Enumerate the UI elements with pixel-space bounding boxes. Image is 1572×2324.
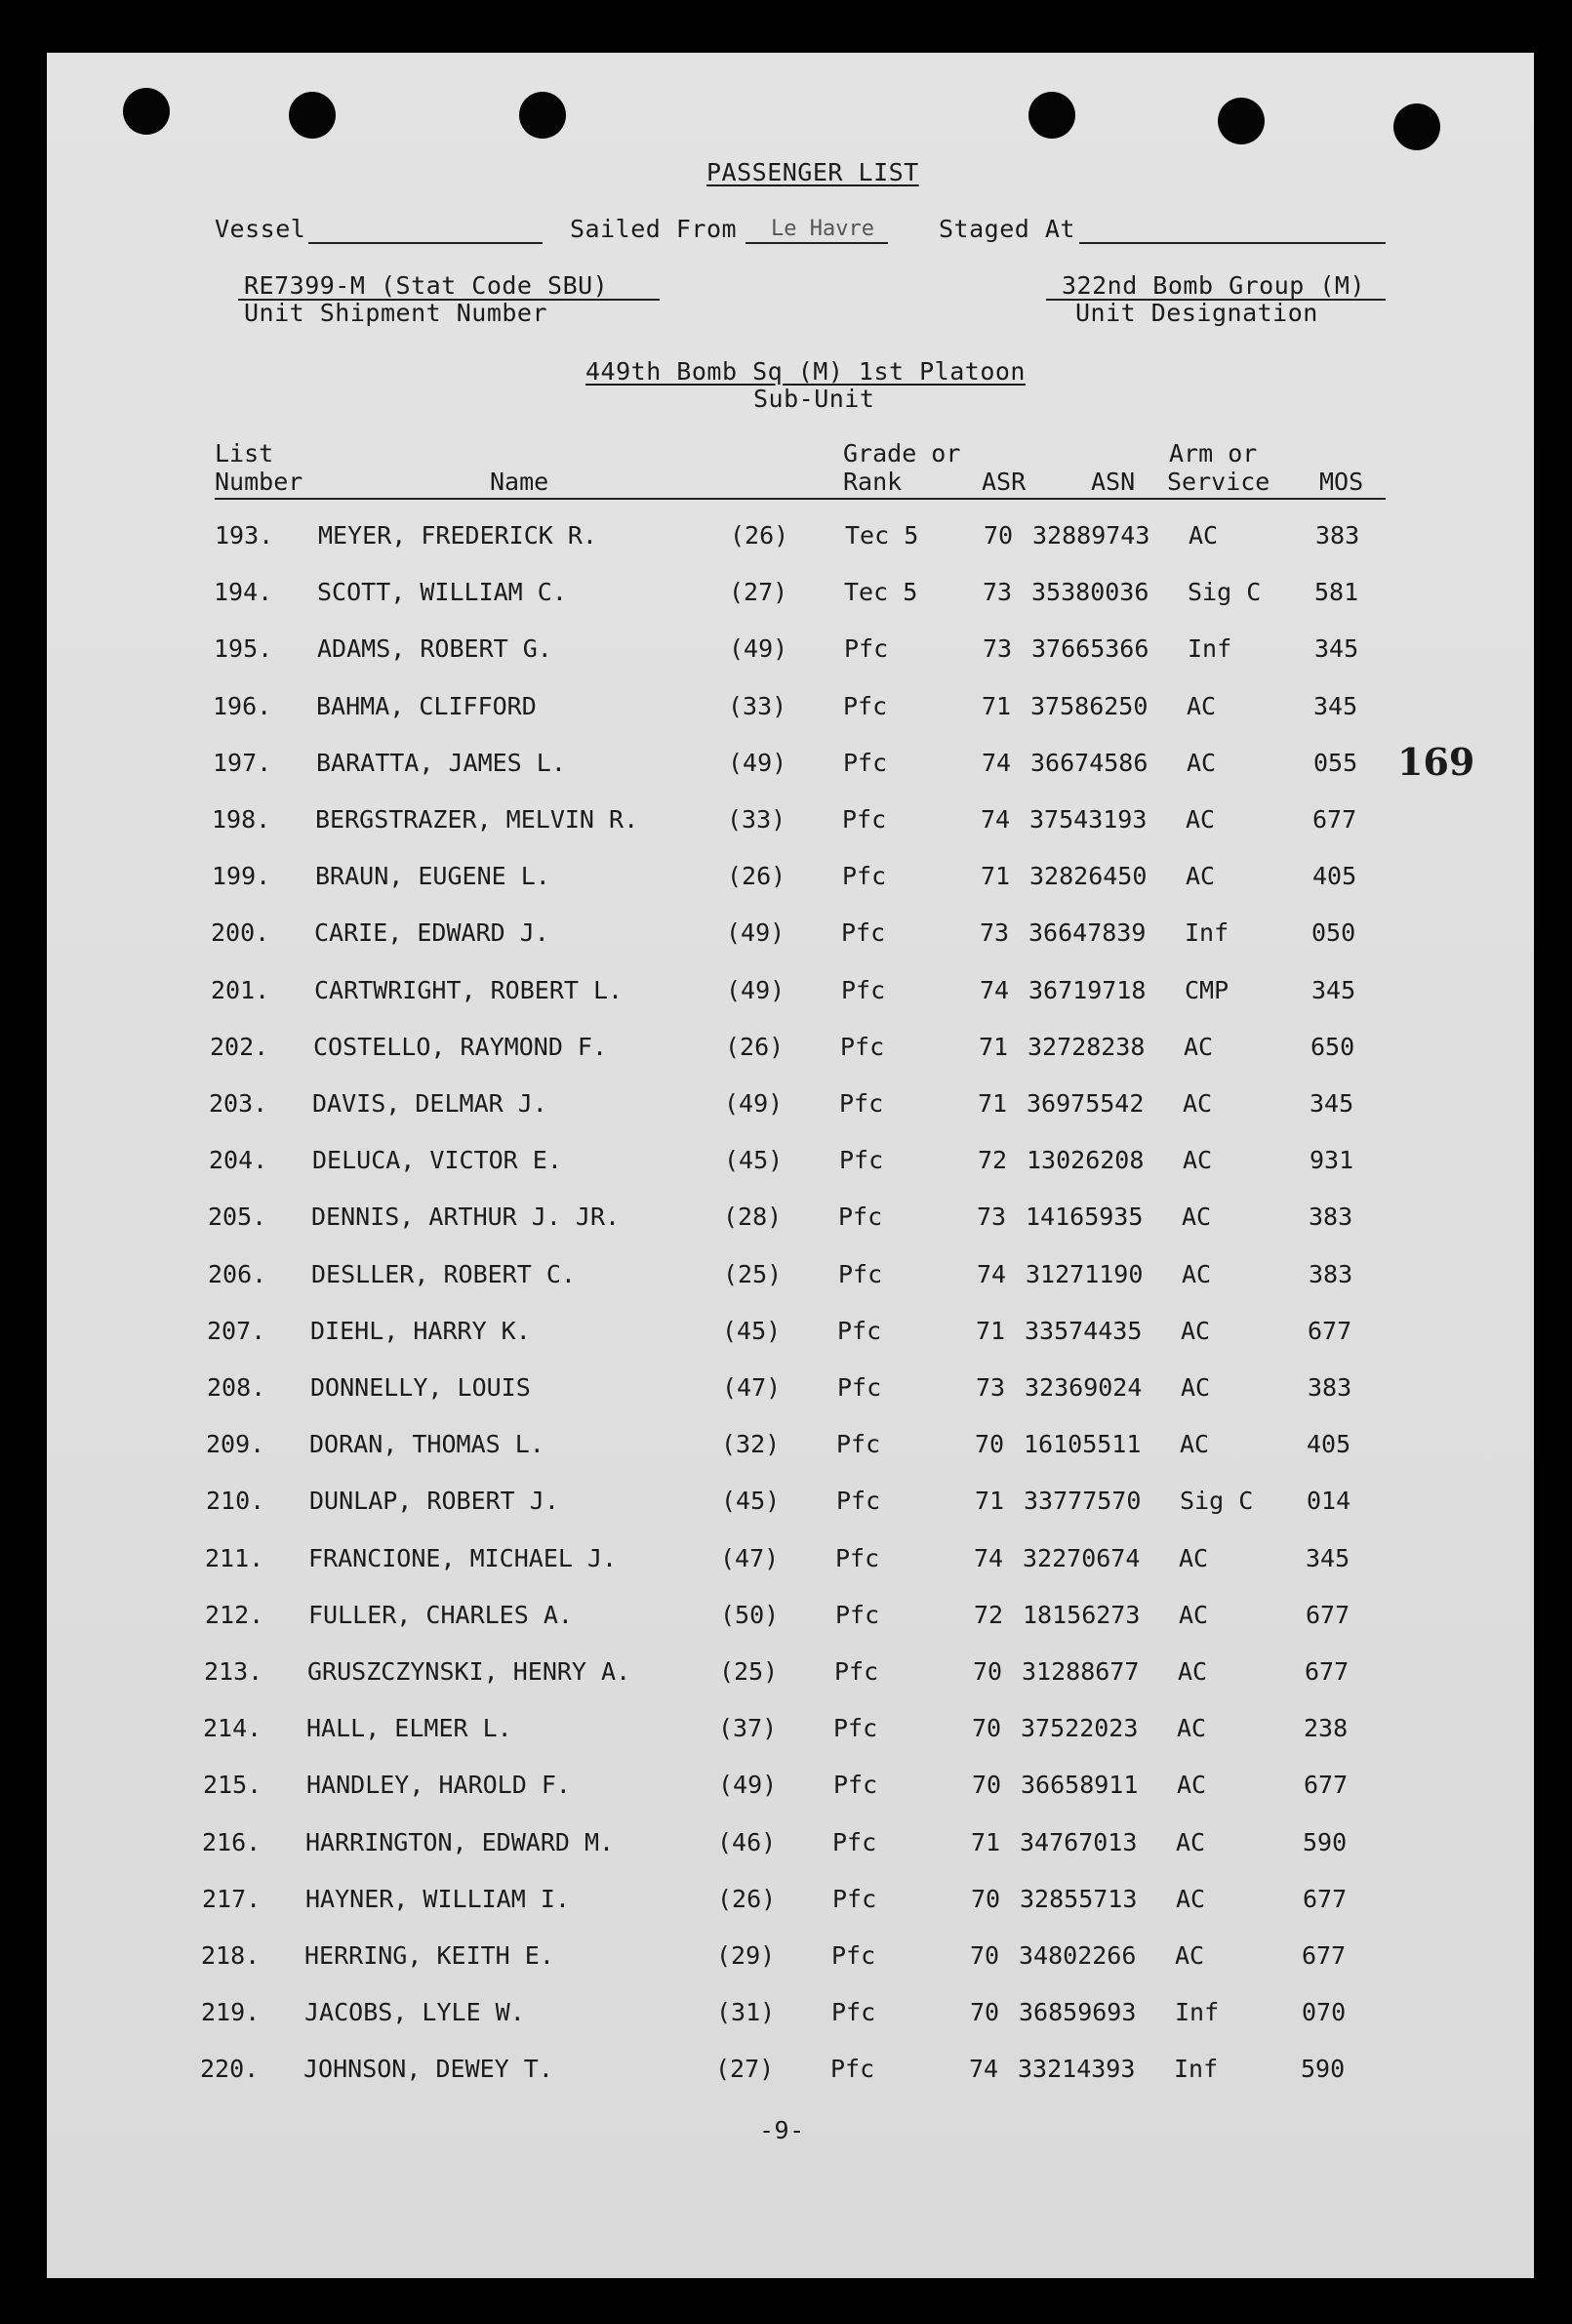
row-age: (31) [716,1998,776,2026]
row-mos: 677 [1312,805,1357,834]
row-name: DESLLER, ROBERT C. [311,1260,576,1288]
row-name: BRAUN, EUGENE L. [315,862,550,890]
row-asr: 74 [977,1260,1007,1288]
row-mos: 590 [1301,2055,1346,2083]
row-age: (26) [727,862,786,890]
row-arm-service: AC [1187,749,1217,777]
table-row [47,521,1534,554]
row-arm-service: AC [1176,1828,1206,1856]
column-header-mos: MOS [1319,468,1364,496]
row-age: (25) [723,1260,783,1288]
row-grade: Pfc [838,1260,883,1288]
row-name: COSTELLO, RAYMOND F. [313,1033,608,1061]
page-number: -9- [759,2116,805,2144]
row-grade: Pfc [832,1828,877,1856]
row-asr: 71 [979,1033,1009,1061]
row-arm-service: AC [1179,1544,1209,1572]
row-name: SCOTT, WILLIAM C. [317,578,567,606]
row-list-number: 197. [213,749,272,777]
row-mos: 677 [1308,1317,1352,1345]
row-asr: 74 [974,1544,1004,1572]
row-mos: 581 [1314,578,1359,606]
row-asn: 34802266 [1019,1941,1137,1970]
row-asn: 33214393 [1018,2055,1136,2083]
sailed-from-value: Le Havre [771,217,874,241]
row-list-number: 205. [208,1203,267,1231]
row-name: FULLER, CHARLES A. [308,1601,573,1629]
page-title: PASSENGER LIST [706,158,919,186]
row-asn: 31271190 [1026,1260,1144,1288]
header-text: Arm or [1169,439,1258,468]
row-mos: 677 [1302,1941,1347,1970]
table-row [47,1430,1534,1463]
row-asn: 34767013 [1020,1828,1138,1856]
row-arm-service: Inf [1188,634,1232,663]
row-asr: 70 [972,1771,1002,1799]
row-asn: 32728238 [1028,1033,1146,1061]
row-mos: 677 [1303,1885,1348,1913]
row-asr: 70 [971,1885,1001,1913]
row-mos: 345 [1310,1089,1354,1118]
row-name: DELUCA, VICTOR E. [312,1146,562,1174]
row-mos: 931 [1310,1146,1354,1174]
row-name: BARATTA, JAMES L. [316,749,566,777]
row-mos: 677 [1304,1771,1349,1799]
row-grade: Tec 5 [845,521,919,550]
row-name: DENNIS, ARTHUR J. JR. [311,1203,621,1231]
row-asn: 36674586 [1030,749,1149,777]
row-mos: 677 [1305,1657,1350,1686]
row-arm-service: AC [1183,1089,1213,1118]
table-row [47,634,1534,668]
row-list-number: 195. [214,634,273,663]
row-list-number: 208. [207,1373,266,1402]
row-asr: 73 [977,1203,1007,1231]
row-asr: 73 [980,918,1010,947]
row-asn: 32855713 [1020,1885,1138,1913]
row-age: (26) [717,1885,777,1913]
row-asr: 71 [978,1089,1008,1118]
row-grade: Pfc [836,1487,881,1515]
row-name: HAYNER, WILLIAM I. [305,1885,570,1913]
row-grade: Pfc [835,1544,880,1572]
table-row [47,1657,1534,1691]
row-name: BAHMA, CLIFFORD [316,692,537,720]
table-row [47,1714,1534,1747]
row-arm-service: AC [1181,1317,1211,1345]
row-arm-service: Inf [1174,2055,1219,2083]
row-asn: 37543193 [1029,805,1148,834]
row-asn: 37586250 [1030,692,1149,720]
row-asn: 33777570 [1024,1487,1142,1515]
row-list-number: 220. [200,2055,260,2083]
row-asr: 70 [975,1430,1005,1458]
column-header-name: Name [490,468,549,496]
header-text: Number [215,468,303,496]
row-arm-service: AC [1176,1885,1206,1913]
sub-unit-label: Sub-Unit [753,385,875,413]
table-row [47,1033,1534,1066]
document-page [47,53,1534,2278]
row-age: (32) [721,1430,781,1458]
row-list-number: 207. [207,1317,266,1345]
row-mos: 345 [1314,634,1359,663]
row-arm-service: Inf [1175,1998,1220,2026]
row-list-number: 214. [203,1714,262,1742]
row-arm-service: Sig C [1188,578,1262,606]
row-asr: 73 [983,578,1013,606]
row-name: FRANCIONE, MICHAEL J. [308,1544,618,1572]
row-grade: Pfc [831,1998,876,2026]
table-row [47,1941,1534,1975]
row-name: HERRING, KEITH E. [304,1941,554,1970]
table-row [47,1089,1534,1122]
row-arm-service: AC [1187,692,1217,720]
row-asn: 37665366 [1031,634,1149,663]
row-name: DONNELLY, LOUIS [310,1373,531,1402]
staged-at-label: Staged At [939,215,1075,243]
row-asr: 71 [971,1828,1001,1856]
row-mos: 383 [1315,521,1360,550]
table-row [47,1601,1534,1634]
table-row [47,1544,1534,1577]
row-asr: 70 [970,1998,1000,2026]
row-asn: 32369024 [1025,1373,1143,1402]
row-arm-service: CMP [1185,976,1229,1004]
row-asn: 36658911 [1021,1771,1139,1799]
row-mos: 055 [1313,749,1358,777]
row-list-number: 202. [210,1033,269,1061]
row-mos: 405 [1312,862,1357,890]
row-age: (46) [717,1828,777,1856]
row-grade: Pfc [836,1430,881,1458]
row-age: (26) [725,1033,785,1061]
row-age: (50) [720,1601,780,1629]
row-age: (33) [727,805,786,834]
vessel-label: Vessel [215,215,306,243]
row-mos: 070 [1302,1998,1347,2026]
punch-hole [1393,103,1440,150]
row-asn: 32270674 [1023,1544,1141,1572]
column-header-asr: ASR [982,468,1027,496]
row-age: (49) [728,749,787,777]
row-list-number: 194. [214,578,273,606]
table-row [47,1487,1534,1520]
row-mos: 677 [1306,1601,1350,1629]
row-name: HANDLEY, HAROLD F. [306,1771,571,1799]
table-row [47,1203,1534,1236]
row-name: ADAMS, ROBERT G. [317,634,552,663]
row-mos: 345 [1306,1544,1350,1572]
row-asn: 36859693 [1019,1998,1137,2026]
row-mos: 383 [1309,1203,1353,1231]
table-row [47,1146,1534,1179]
row-asn: 31288677 [1022,1657,1140,1686]
row-grade: Pfc [841,976,886,1004]
row-age: (45) [721,1487,781,1515]
row-asr: 71 [981,862,1011,890]
row-asr: 74 [982,749,1012,777]
row-asn: 33574435 [1025,1317,1143,1345]
row-mos: 014 [1307,1487,1351,1515]
vessel-field-line [308,242,543,244]
row-name: JACOBS, LYLE W. [304,1998,525,2026]
row-asr: 70 [972,1714,1002,1742]
row-age: (26) [730,521,789,550]
row-mos: 050 [1311,918,1356,947]
row-list-number: 213. [204,1657,263,1686]
row-mos: 383 [1308,1373,1352,1402]
header-rule [215,498,1386,500]
column-header-asn: ASN [1091,468,1136,496]
row-list-number: 217. [202,1885,262,1913]
row-grade: Pfc [833,1771,878,1799]
row-age: (25) [719,1657,779,1686]
row-mos: 345 [1311,976,1356,1004]
column-header-list-number [215,439,302,496]
row-age: (29) [716,1941,776,1970]
row-list-number: 193. [215,521,274,550]
row-name: MEYER, FREDERICK R. [318,521,597,550]
table-row [47,2055,1534,2088]
unit-designation: 322nd Bomb Group (M) [1062,271,1366,300]
row-list-number: 196. [213,692,272,720]
row-asr: 73 [976,1373,1006,1402]
row-arm-service: Sig C [1180,1487,1254,1515]
row-grade: Pfc [842,805,887,834]
row-list-number: 201. [211,976,270,1004]
row-asr: 70 [970,1941,1000,1970]
row-grade: Pfc [837,1317,882,1345]
row-mos: 345 [1313,692,1358,720]
row-list-number: 211. [205,1544,264,1572]
row-age: (49) [718,1771,778,1799]
punch-hole [123,88,170,135]
row-name: CARTWRIGHT, ROBERT L. [314,976,624,1004]
table-row [47,918,1534,952]
row-grade: Pfc [837,1373,882,1402]
row-asr: 72 [974,1601,1004,1629]
row-age: (47) [720,1544,780,1572]
table-row [47,1373,1534,1407]
row-grade: Pfc [839,1089,884,1118]
row-arm-service: AC [1179,1601,1209,1629]
row-grade: Pfc [838,1203,883,1231]
row-arm-service: AC [1184,1033,1214,1061]
row-name: DAVIS, DELMAR J. [312,1089,547,1118]
row-grade: Tec 5 [844,578,918,606]
row-list-number: 199. [212,862,271,890]
row-asn: 37522023 [1021,1714,1139,1742]
row-name: BERGSTRAZER, MELVIN R. [315,805,639,834]
row-age: (47) [722,1373,782,1402]
row-asn: 35380036 [1031,578,1149,606]
row-grade: Pfc [835,1601,880,1629]
row-age: (27) [729,578,788,606]
header-text: Rank [843,468,903,496]
row-name: DUNLAP, ROBERT J. [309,1487,559,1515]
staged-at-field-line [1079,242,1386,244]
table-row [47,578,1534,611]
row-arm-service: AC [1186,862,1216,890]
row-grade: Pfc [832,1885,877,1913]
row-grade: Pfc [840,1033,885,1061]
row-age: (45) [722,1317,782,1345]
row-asr: 71 [982,692,1012,720]
row-arm-service: AC [1180,1430,1210,1458]
table-row [47,1885,1534,1918]
stamped-number: 169 [1397,740,1475,784]
row-age: (49) [726,918,786,947]
row-name: DORAN, THOMAS L. [309,1430,544,1458]
row-mos: 405 [1307,1430,1351,1458]
row-grade: Pfc [834,1657,879,1686]
row-grade: Pfc [830,2055,875,2083]
row-list-number: 200. [211,918,270,947]
row-list-number: 212. [205,1601,264,1629]
row-asn: 14165935 [1026,1203,1144,1231]
row-age: (45) [724,1146,784,1174]
row-age: (49) [729,634,788,663]
table-row [47,749,1534,782]
row-asr: 71 [975,1487,1005,1515]
row-asr: 70 [984,521,1014,550]
row-grade: Pfc [842,862,887,890]
sailed-from-field-line [746,242,888,244]
row-list-number: 215. [203,1771,262,1799]
row-grade: Pfc [839,1146,884,1174]
row-asr: 70 [973,1657,1003,1686]
row-arm-service: AC [1182,1260,1212,1288]
row-grade: Pfc [843,749,888,777]
row-mos: 238 [1304,1714,1349,1742]
table-row [47,976,1534,1009]
row-age: (27) [715,2055,775,2083]
row-list-number: 219. [201,1998,261,2026]
unit-shipment-number: RE7399-M (Stat Code SBU) [244,271,609,300]
row-arm-service: AC [1189,521,1219,550]
row-name: CARIE, EDWARD J. [314,918,549,947]
table-row [47,1771,1534,1804]
table-row [47,692,1534,725]
table-row [47,1998,1534,2031]
row-arm-service: Inf [1185,918,1229,947]
row-grade: Pfc [831,1941,876,1970]
row-arm-service: AC [1178,1657,1208,1686]
row-age: (49) [724,1089,784,1118]
row-mos: 383 [1309,1260,1353,1288]
row-asr: 71 [976,1317,1006,1345]
header-text: List [215,439,274,468]
punch-hole [1218,98,1265,144]
column-header-arm-service [1167,439,1270,496]
row-list-number: 206. [208,1260,267,1288]
row-asr: 72 [978,1146,1008,1174]
unit-designation-label: Unit Designation [1075,299,1318,327]
row-list-number: 210. [206,1487,265,1515]
row-age: (33) [728,692,787,720]
row-arm-service: AC [1182,1203,1212,1231]
header-text: Service [1167,468,1270,496]
sailed-from-label: Sailed From [570,215,738,243]
row-list-number: 203. [209,1089,268,1118]
row-list-number: 218. [201,1941,261,1970]
row-asn: 13026208 [1027,1146,1145,1174]
header-text: Grade or [843,439,961,468]
row-age: (37) [718,1714,778,1742]
row-mos: 590 [1303,1828,1348,1856]
row-arm-service: AC [1186,805,1216,834]
row-name: DIEHL, HARRY K. [310,1317,531,1345]
row-name: JOHNSON, DEWEY T. [303,2055,553,2083]
row-asn: 36719718 [1028,976,1147,1004]
row-grade: Pfc [844,634,889,663]
row-asr: 73 [983,634,1013,663]
table-row [47,1260,1534,1293]
row-age: (28) [723,1203,783,1231]
punch-hole [519,92,566,139]
column-header-grade [843,439,960,496]
row-arm-service: AC [1181,1373,1211,1402]
row-asn: 16105511 [1024,1430,1142,1458]
row-name: HARRINGTON, EDWARD M. [305,1828,615,1856]
sub-unit: 449th Bomb Sq (M) 1st Platoon [585,357,1026,386]
row-list-number: 198. [212,805,271,834]
row-asn: 36647839 [1028,918,1147,947]
row-mos: 650 [1310,1033,1355,1061]
row-asn: 32889743 [1032,521,1150,550]
row-grade: Pfc [841,918,886,947]
row-list-number: 209. [206,1430,265,1458]
unit-shipment-number-label: Unit Shipment Number [244,299,548,327]
row-asn: 36975542 [1027,1089,1145,1118]
row-asn: 32826450 [1029,862,1148,890]
row-arm-service: AC [1177,1714,1207,1742]
row-grade: Pfc [843,692,888,720]
row-asr: 74 [981,805,1011,834]
row-name: GRUSZCZYNSKI, HENRY A. [307,1657,631,1686]
table-row [47,805,1534,838]
table-row [47,1317,1534,1350]
row-list-number: 216. [202,1828,262,1856]
table-row [47,1828,1534,1861]
row-age: (49) [726,976,786,1004]
row-arm-service: AC [1177,1771,1207,1799]
row-name: HALL, ELMER L. [306,1714,512,1742]
punch-hole [1028,92,1075,139]
table-row [47,862,1534,895]
row-asr: 74 [980,976,1010,1004]
row-asn: 18156273 [1023,1601,1141,1629]
row-arm-service: AC [1183,1146,1213,1174]
row-grade: Pfc [833,1714,878,1742]
punch-hole [289,92,336,139]
row-list-number: 204. [209,1146,268,1174]
row-arm-service: AC [1175,1941,1205,1970]
row-asr: 74 [969,2055,999,2083]
